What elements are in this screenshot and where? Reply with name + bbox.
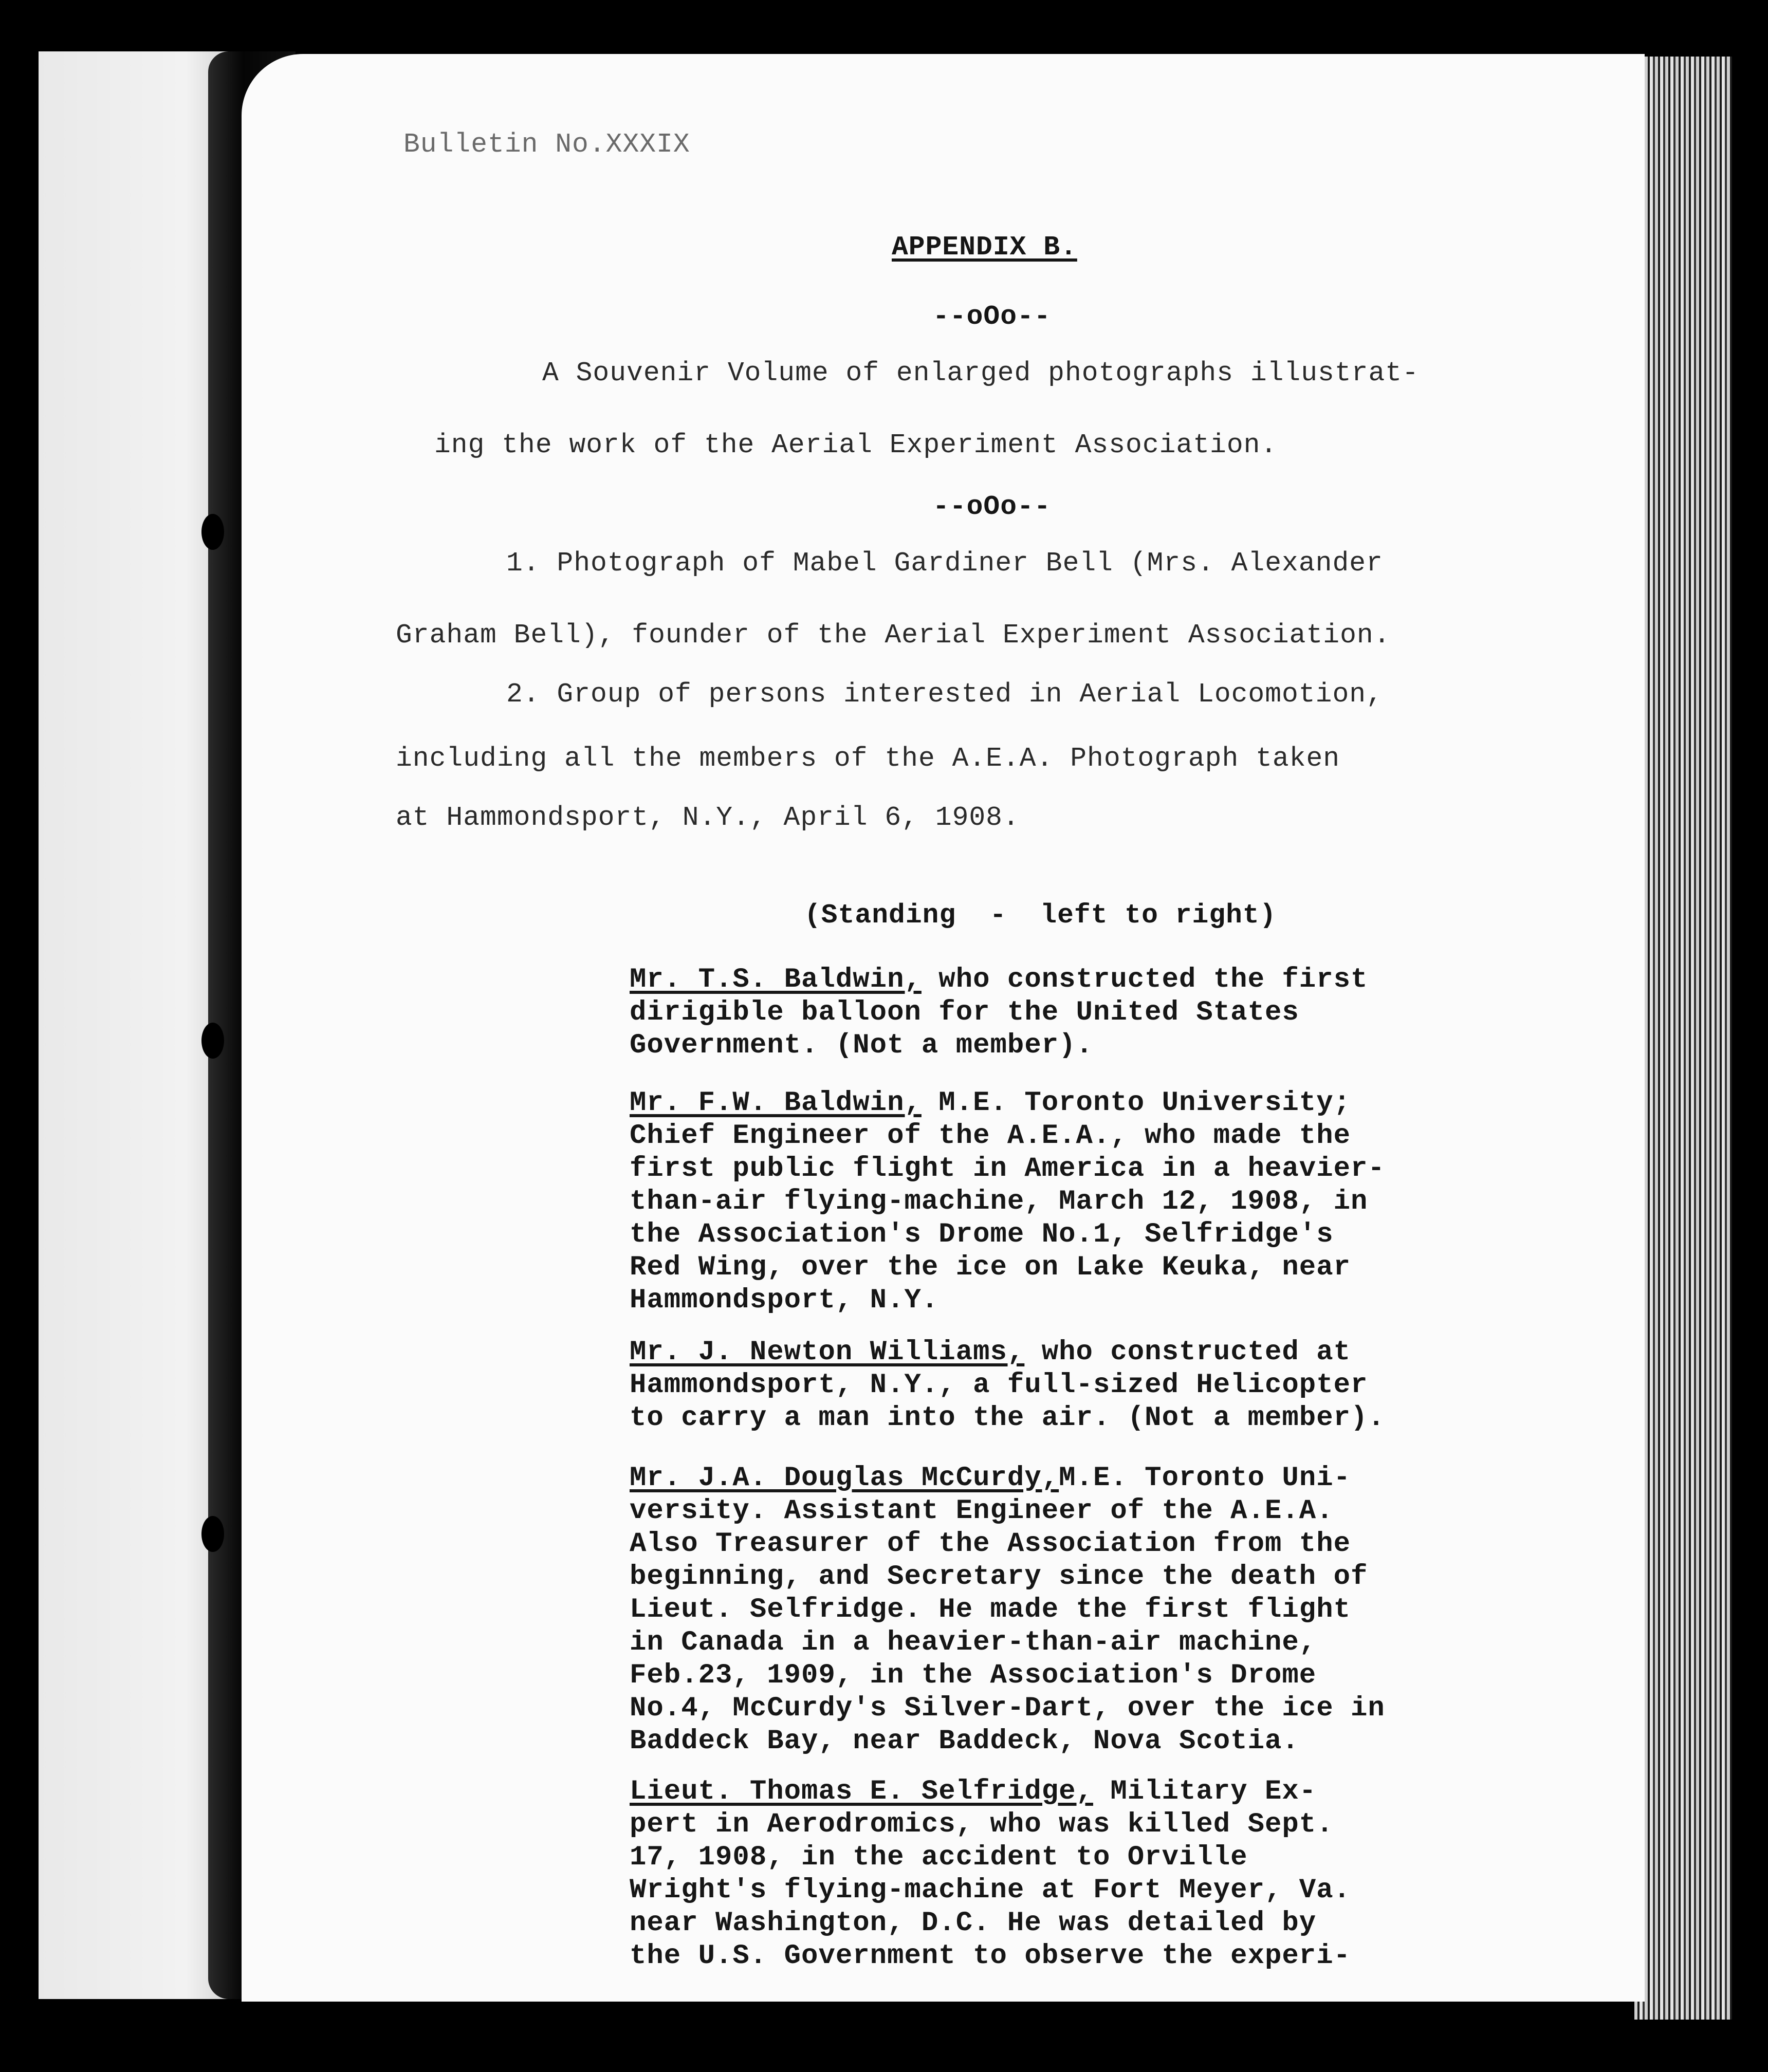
entry-line: Hammondsport, N.Y., a full-sized Helicopter [630, 1370, 1368, 1401]
entry-line: Baddeck Bay, near Baddeck, Nova Scotia. [630, 1726, 1299, 1757]
person-name: Mr. F.W. Baldwin, [630, 1087, 922, 1119]
entry-line: Lieut. Selfridge. He made the first flight [630, 1594, 1351, 1625]
entry-line: versity. Assistant Engineer of the A.E.A. [630, 1495, 1334, 1527]
intro-line: A Souvenir Volume of enlarged photographs illustrat- [542, 358, 1419, 388]
entry-first-line [630, 1775, 1351, 1808]
binding-ring [201, 514, 224, 550]
entry-line: in Canada in a heavier-than-air machine, [630, 1627, 1317, 1658]
entry-line: pert in Aerodromics, who was killed Sept. [630, 1809, 1334, 1840]
entry-line: beginning, and Secretary since the death of [630, 1561, 1368, 1593]
entry-block [630, 1336, 1385, 1435]
standing-heading: (Standing - left to right) [804, 900, 1277, 931]
entry-line: to carry a man into the air. (Not a member). [630, 1402, 1385, 1434]
intro-line: ing the work of the Aerial Experiment Association. [434, 430, 1278, 460]
person-name: Mr. T.S. Baldwin, [630, 964, 922, 995]
item-2-line: including all the members of the A.E.A. Photograph taken [396, 743, 1340, 774]
entry-text: Military Ex- [1093, 1776, 1317, 1807]
entry-line: Wright's flying-machine at Fort Meyer, Va. [630, 1875, 1351, 1906]
entry-line: Hammondsport, N.Y. [630, 1285, 939, 1316]
item-1-line: Graham Bell), founder of the Aerial Experiment Association. [396, 620, 1391, 651]
entry-line: the U.S. Government to observe the experi- [630, 1940, 1351, 1972]
entry-line: than-air flying-machine, March 12, 1908, in [630, 1186, 1368, 1217]
item-1-line: 1. Photograph of Mabel Gardiner Bell (Mrs. Alexander [506, 548, 1383, 579]
entry-line: first public flight in America in a heavier- [630, 1153, 1385, 1185]
entry-text: M.E. Toronto Uni- [1059, 1463, 1351, 1494]
person-name: Lieut. Thomas E. Selfridge, [630, 1776, 1093, 1807]
entry-block [630, 1462, 1385, 1758]
binding-ring [201, 1023, 224, 1059]
entry-line: near Washington, D.C. He was detailed by [630, 1908, 1317, 1939]
entry-line: Chief Engineer of the A.E.A., who made the [630, 1120, 1351, 1152]
item-2-line: at Hammondsport, N.Y., April 6, 1908. [396, 802, 1020, 833]
binding-ring [201, 1516, 224, 1552]
entry-block [630, 1775, 1351, 1973]
divider: --oOo-- [933, 491, 1051, 522]
entry-text: M.E. Toronto University; [921, 1087, 1351, 1119]
item-2-line: 2. Group of persons interested in Aerial Locomotion, [506, 679, 1383, 710]
entry-line: Government. (Not a member). [630, 1030, 1093, 1061]
entry-text: who constructed at [1024, 1337, 1351, 1368]
entry-first-line [630, 1087, 1385, 1120]
entry-line: the Association's Drome No.1, Selfridge's [630, 1219, 1334, 1250]
page-stack-edges [1634, 57, 1732, 2020]
person-name: Mr. J.A. Douglas McCurdy, [630, 1463, 1059, 1494]
entry-block [630, 1087, 1385, 1317]
entry-line: Also Treasurer of the Association from the [630, 1528, 1351, 1560]
appendix-title: APPENDIX B. [892, 232, 1077, 263]
divider: --oOo-- [933, 301, 1051, 332]
entry-line: dirigible balloon for the United States [630, 997, 1299, 1028]
entry-line: 17, 1908, in the accident to Orville [630, 1842, 1248, 1873]
entry-line: No.4, McCurdy's Silver-Dart, over the ice in [630, 1693, 1385, 1724]
entry-first-line [630, 1462, 1385, 1495]
entry-line: Feb.23, 1909, in the Association's Drome [630, 1660, 1317, 1691]
entry-first-line [630, 964, 1368, 996]
entry-line: Red Wing, over the ice on Lake Keuka, near [630, 1252, 1351, 1283]
entry-block [630, 964, 1368, 1062]
bulletin-number: Bulletin No.XXXIX [403, 129, 690, 160]
entry-first-line [630, 1336, 1385, 1369]
entry-text: who constructed the first [921, 964, 1368, 995]
person-name: Mr. J. Newton Williams, [630, 1337, 1025, 1368]
